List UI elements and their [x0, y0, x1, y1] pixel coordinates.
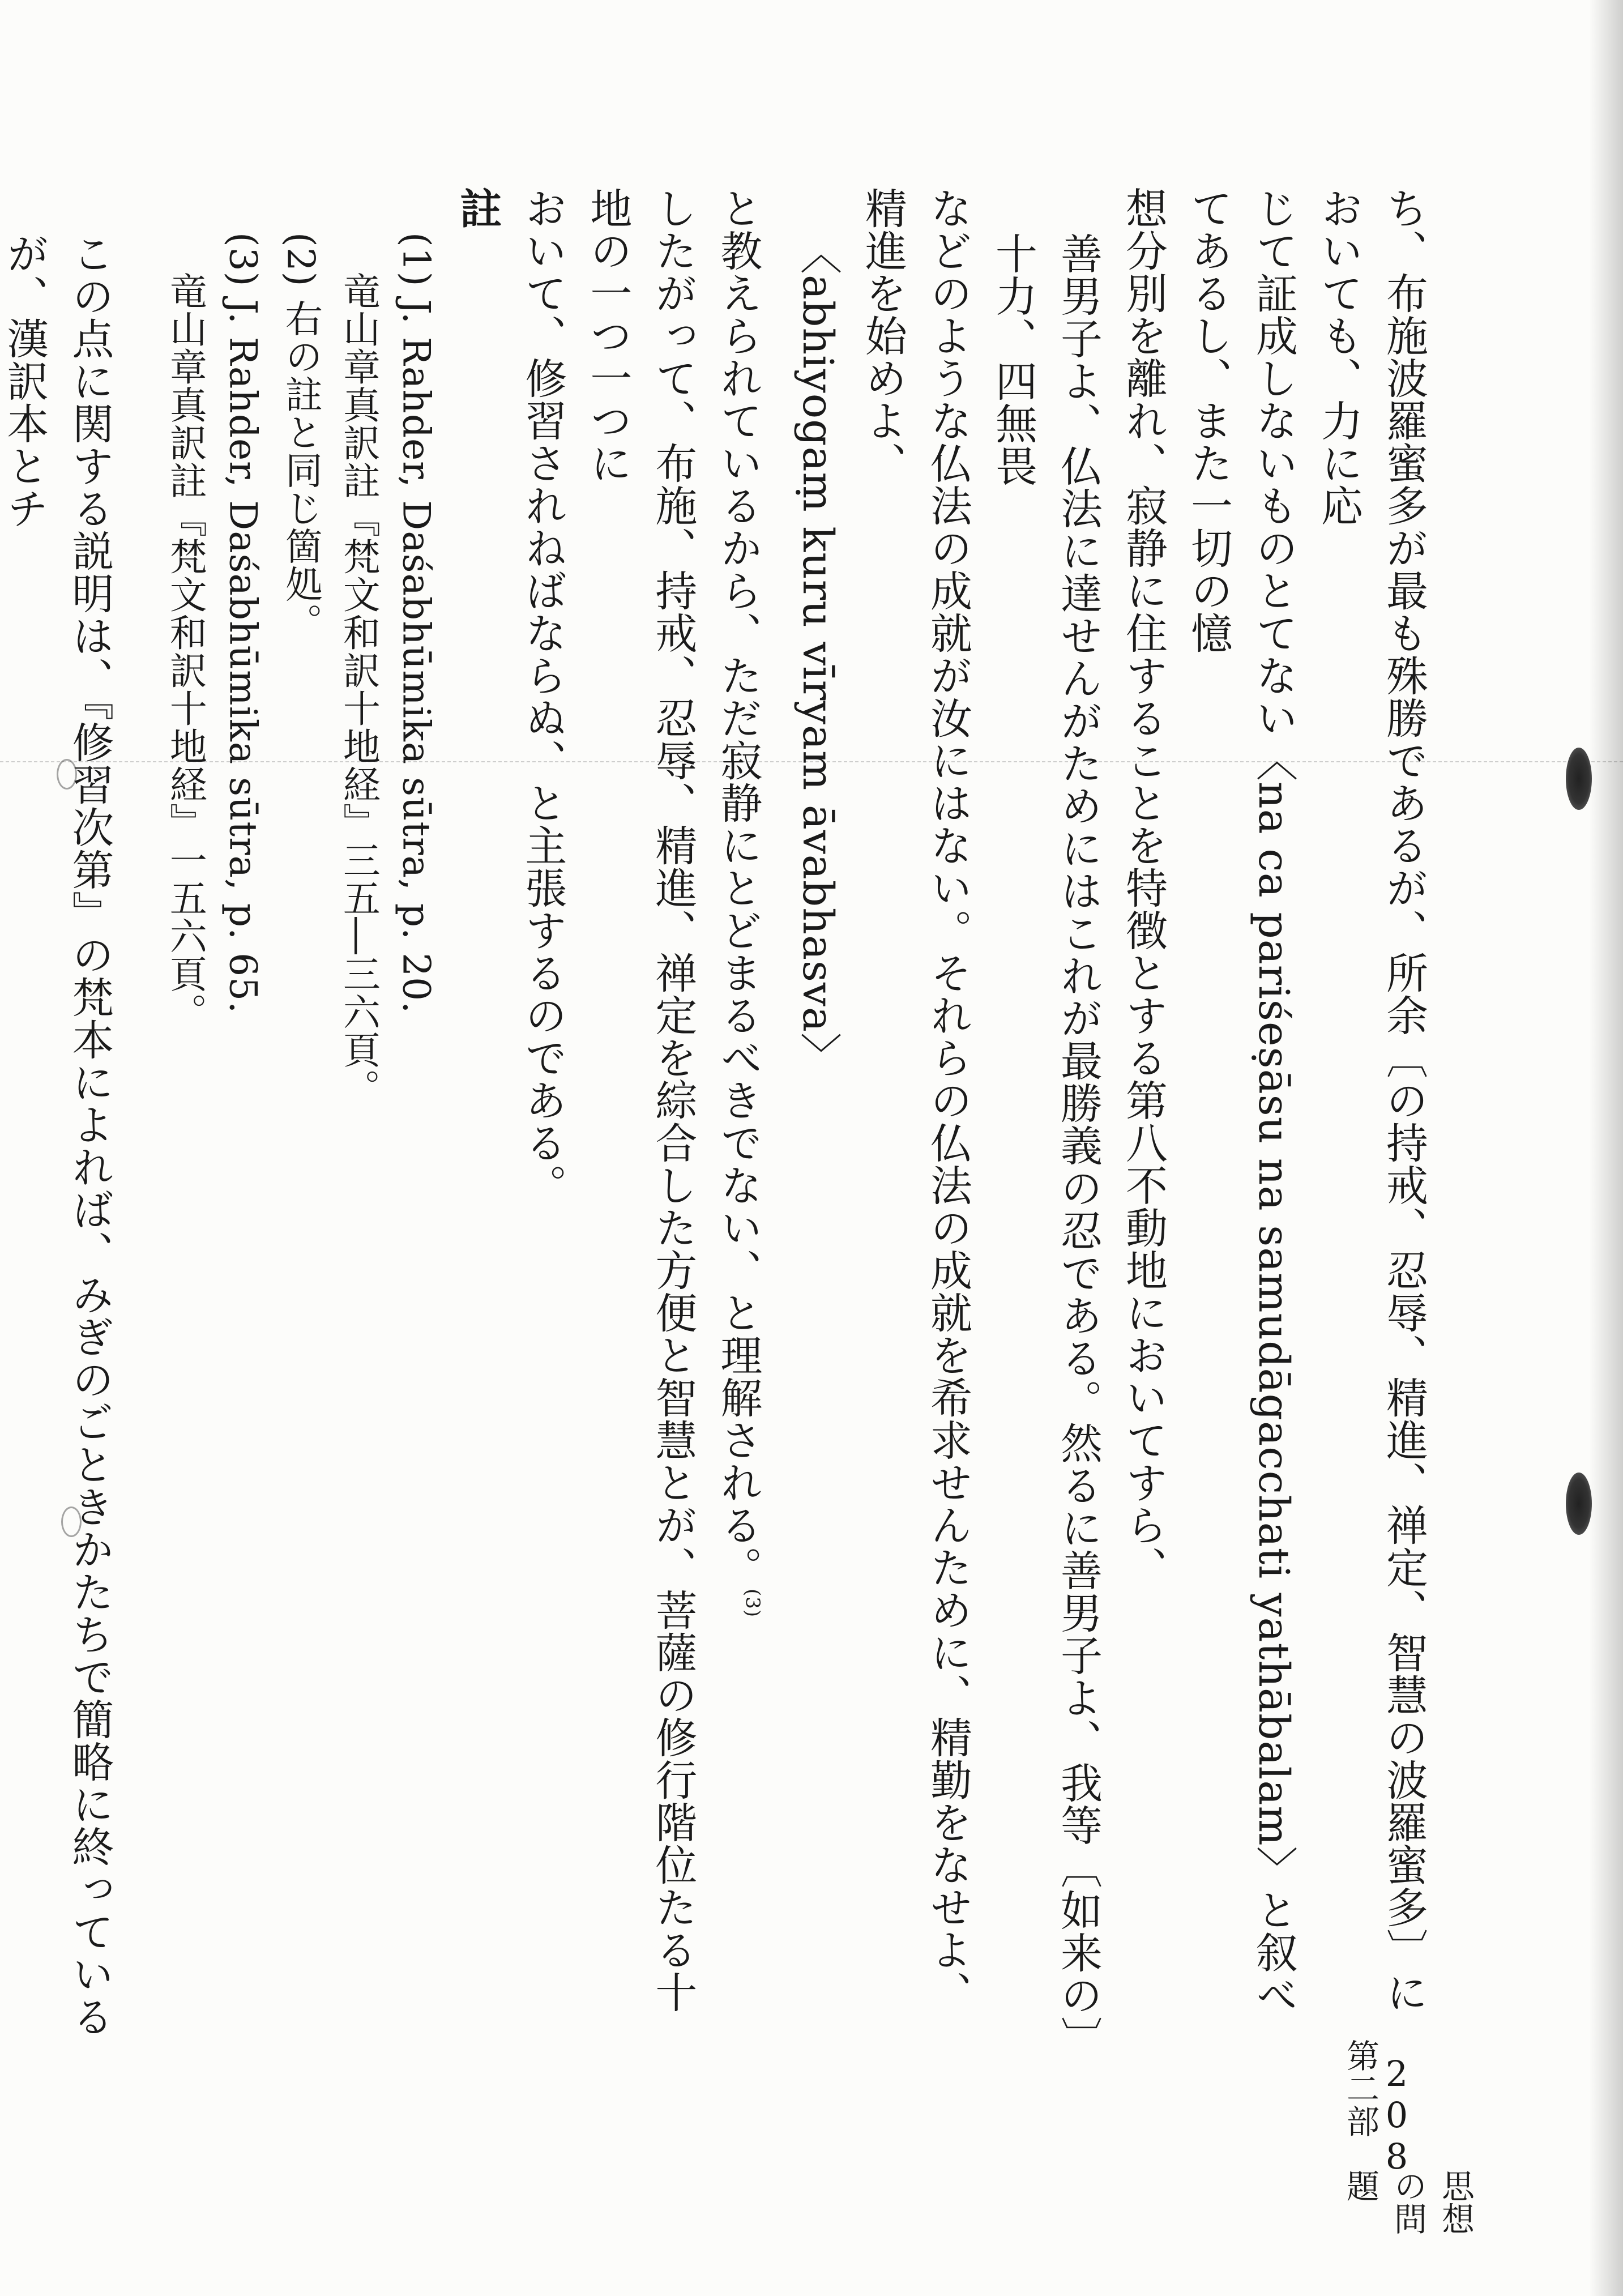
body-line: ち、布施波羅蜜多が最も殊勝であるが、所余〔の持戒、忍辱、精進、禅定、智慧の波羅蜜多〕においても、力に応 [1314, 187, 1428, 2013]
note-item: 竜山章真訳註『梵文和訳十地経』一五六頁。 [163, 272, 207, 1031]
running-head-part: 第二部 [1341, 2039, 1379, 2137]
notes-heading: 註 [453, 187, 502, 229]
body-line: 想分別を離れ、寂静に住することを特徴とする第八不動地においてすら、 [1119, 187, 1168, 1589]
note-text: J. Rahder, Daśabhūmika sūtra, p. 20. [394, 299, 438, 1014]
note-item [213, 232, 271, 2050]
main-text [0, 187, 1436, 2050]
note-number: (2) [279, 232, 323, 287]
quote-line: などのような仏法の成就が汝にはない。それらの仏法の成就を希求せんために、精勤をなせよ、精進を始めよ、 [859, 187, 972, 2013]
body-text: と教えられているから、ただ寂静にとどまるべきでない、と理解される。 [714, 187, 763, 1589]
note-text: 右の註と同じ箇処。 [279, 299, 323, 641]
page-number: 208 [1376, 2053, 1417, 2177]
note-text: J. Rahder, Daśabhūmika sūtra, p. 65. [221, 299, 265, 1014]
punch-hole [1566, 1473, 1592, 1535]
body-line: この点に関する説明は、『修習次第』の梵本によれば、みぎのごときかたちで簡略に終っているが、漢訳本とチ [0, 232, 114, 2038]
punch-hole [1566, 748, 1592, 810]
body-line [705, 187, 785, 2050]
note-item [387, 232, 445, 2050]
body-line: おいて、修習されねばならぬ、と主張するのである。 [518, 187, 567, 1206]
note-number: (3) [221, 232, 265, 287]
note-item: 竜山章真訳註『梵文和訳十地経』三五―三六頁。 [336, 272, 381, 1107]
footnote-ref: (3) [741, 1589, 764, 1618]
quote-line: 善男子よ、仏法に達せんがためにはこれが最勝義の忍である。然るに善男子よ、我等〔如来の〕十力、四無畏 [989, 232, 1103, 2038]
note-number: (1) [394, 232, 438, 287]
note-item [271, 232, 329, 2050]
body-line: したがって、布施、持戒、忍辱、精進、禅定を綜合した方便と智慧とが、菩薩の修行階位たる十地の一つ一つに [583, 187, 698, 2013]
spacer [122, 187, 156, 2050]
sanskrit-line: 〈abhiyogaṃ kuru vīryam āvabhasva〉 [793, 232, 842, 1075]
body-line: じて証成しないものとてない〈na ca pariśeṣāsu na samudāgacchati yathābalam〉と叙べてあるし、また一切の憶 [1184, 187, 1298, 2016]
page-edge-shadow [1589, 0, 1623, 2296]
running-head-title: 思想の問題 [1341, 2169, 1475, 2235]
